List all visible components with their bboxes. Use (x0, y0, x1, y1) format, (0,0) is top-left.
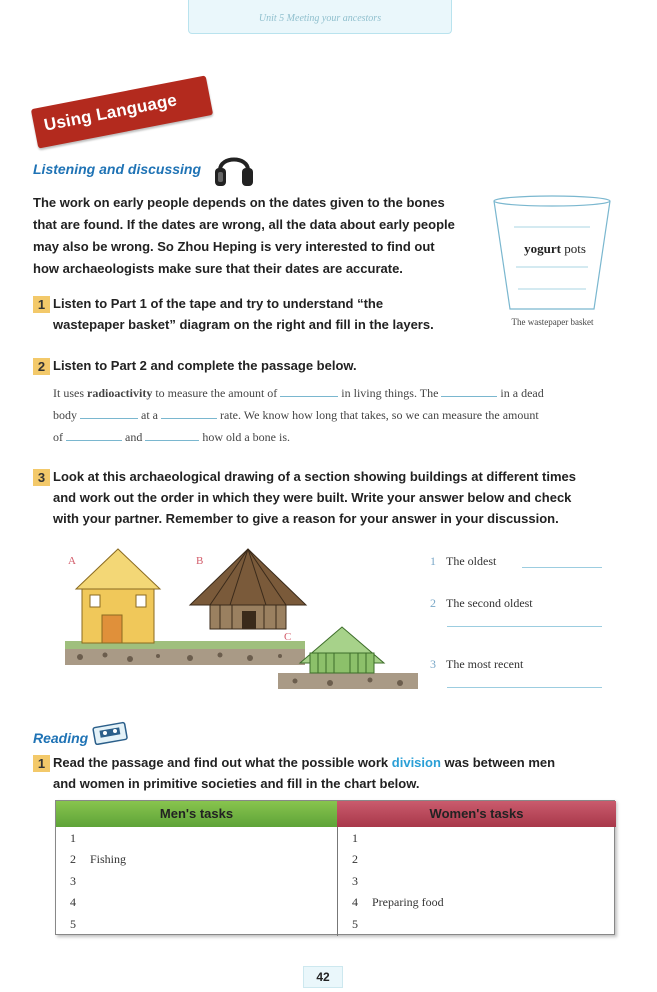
cassette-tape-icon (92, 721, 128, 750)
row-number: 1 (70, 831, 76, 845)
work-division-table (55, 800, 615, 935)
order-label: The second oldest (446, 596, 533, 610)
basket-layer-label (500, 241, 610, 257)
table-divider (337, 827, 338, 936)
archaeological-section-drawing (60, 545, 420, 695)
wastepaper-basket-diagram (490, 193, 615, 338)
task-line: Listen to Part 2 and complete the passage below. (53, 358, 357, 373)
row-text: Preparing food (372, 895, 444, 909)
men-task-row[interactable] (70, 852, 126, 867)
row-number: 4 (70, 895, 76, 909)
row-number: 3 (352, 874, 358, 888)
row-number: 4 (352, 895, 358, 909)
task-line: and women in primitive societies and fill in the chart below. (53, 776, 420, 791)
using-language-banner (33, 86, 211, 141)
passage-text: and (125, 430, 143, 444)
passage-text: at a (141, 408, 158, 422)
intro-line: The work on early people depends on the dates given to the bones (33, 195, 445, 210)
drawing-letter-b: B (196, 555, 204, 567)
buildings-illustration (60, 545, 420, 695)
row-number: 5 (352, 917, 358, 931)
men-task-row[interactable] (70, 874, 90, 889)
passage-text: of (53, 430, 63, 444)
task-line: Look at this archaeological drawing of a section showing buildings at different times (53, 469, 576, 484)
intro-line: that are found. If the dates are wrong, all the data about early people (33, 217, 455, 232)
order-answer-line[interactable] (522, 567, 602, 568)
task-line: Listen to Part 1 of the tape and try to understand “the (53, 296, 384, 311)
order-answer-line[interactable] (447, 626, 602, 627)
task-number-badge: 1 (33, 755, 50, 772)
women-task-row[interactable] (352, 917, 372, 932)
listening-intro-paragraph (33, 192, 478, 280)
order-label: The most recent (446, 657, 524, 671)
listening-section-title: Listening and discussing (33, 161, 202, 177)
unit-title: Unit 5 Meeting your ancestors (258, 13, 382, 24)
row-number: 5 (70, 917, 76, 931)
row-text: Fishing (90, 852, 127, 866)
order-answer-line[interactable] (447, 687, 602, 688)
answer-blank[interactable] (280, 387, 338, 397)
passage-text: rate. We know how long that takes, so we can measure the amount (220, 408, 539, 422)
intro-line: may also be wrong. So Zhou Heping is very interested to find out (33, 239, 435, 254)
women-task-row[interactable] (352, 874, 372, 889)
reading-section-title: Reading (33, 730, 89, 746)
drawing-letter-a: A (68, 555, 76, 567)
listening-task-1 (53, 293, 434, 335)
listening-task-2 (53, 355, 357, 376)
intro-line: how archaeologists make sure that their dates are accurate. (33, 261, 403, 276)
passage-line-2 (53, 408, 539, 423)
row-number: 1 (352, 831, 358, 845)
order-number: 3 (430, 657, 436, 671)
order-number: 1 (430, 554, 436, 568)
passage-line-1 (53, 386, 544, 401)
order-label: The oldest (446, 554, 497, 568)
basket-label-rest: pots (560, 241, 586, 256)
task-line (53, 752, 555, 773)
men-tasks-header: Men's tasks (56, 801, 337, 827)
row-number: 2 (70, 852, 76, 866)
answer-blank[interactable] (161, 409, 217, 419)
order-item-3 (430, 657, 523, 672)
task-number-badge: 1 (33, 296, 50, 313)
women-tasks-header: Women's tasks (337, 801, 616, 827)
task-highlight: division (391, 755, 441, 770)
task-text: Read the passage and find out what the possible work (53, 755, 392, 770)
task-line: wastepaper basket” diagram on the right and fill in the layers. (53, 317, 434, 332)
passage-text: body (53, 408, 77, 422)
headphones-icon (212, 148, 256, 195)
order-item-1 (430, 554, 496, 569)
reading-task-1 (53, 752, 555, 794)
answer-blank[interactable] (80, 409, 138, 419)
listening-task-3 (53, 466, 576, 529)
women-task-row[interactable] (352, 895, 444, 910)
passage-keyword: radioactivity (87, 386, 153, 400)
task-line: and work out the order in which they were built. Write your answer below and check (53, 490, 572, 505)
basket-caption: The wastepaper basket (511, 317, 594, 327)
drawing-letter-c: C (284, 631, 292, 643)
task-line: with your partner. Remember to give a reason for your answer in your discussion. (53, 511, 559, 526)
women-task-row[interactable] (352, 831, 372, 846)
passage-text: in a dead (500, 386, 544, 400)
basket-label-bold: yogurt (524, 241, 561, 256)
men-task-row[interactable] (70, 831, 90, 846)
passage-text: to measure the amount of (152, 386, 278, 400)
order-number: 2 (430, 596, 436, 610)
passage-line-3 (53, 430, 290, 445)
row-number: 3 (70, 874, 76, 888)
task-text: was between men (440, 755, 556, 770)
answer-blank[interactable] (66, 431, 122, 441)
women-task-row[interactable] (352, 852, 372, 867)
row-number: 2 (352, 852, 358, 866)
passage-text: in living things. The (341, 386, 439, 400)
answer-blank[interactable] (145, 431, 199, 441)
page-number: 42 (303, 966, 343, 988)
task-number-badge: 2 (33, 358, 50, 375)
order-item-2 (430, 596, 533, 611)
passage-text: It uses (53, 386, 87, 400)
men-task-row[interactable] (70, 917, 90, 932)
passage-text: how old a bone is. (202, 430, 290, 444)
task-number-badge: 3 (33, 469, 50, 486)
answer-blank[interactable] (441, 387, 497, 397)
men-task-row[interactable] (70, 895, 90, 910)
banner-label: Using Language (42, 90, 179, 135)
unit-header-tab (188, 0, 452, 34)
